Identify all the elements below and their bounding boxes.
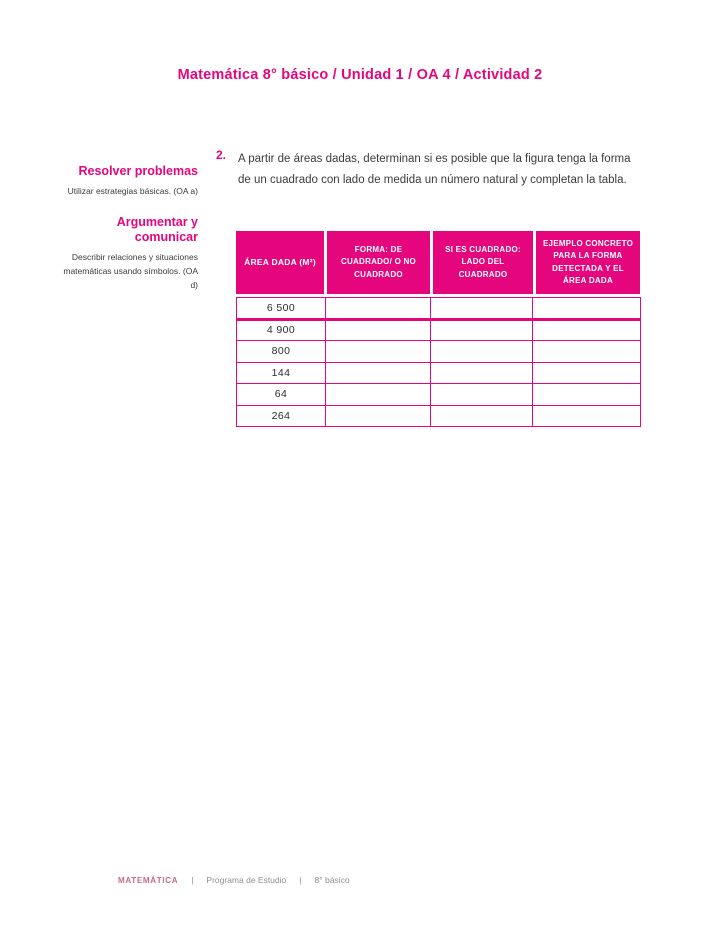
empty-answer-cell [533,319,641,341]
empty-answer-cell [533,341,641,363]
sidebar-heading: Argumentar y comunicar [116,215,198,245]
empty-answer-cell [431,298,533,320]
empty-answer-cell [533,298,641,320]
footer-separator: | [191,875,194,885]
empty-answer-cell [326,405,431,427]
table-header-lado-cuadrado: SI ES CUADRADO: LADO DEL CUADRADO [433,231,533,294]
empty-answer-cell [533,405,641,427]
sidebar-description: Utilizar estrategias básicas. (OA a) [67,186,198,196]
empty-answer-cell [431,384,533,406]
footer-program-label: Programa de Estudio [206,875,287,885]
table-header-forma: FORMA: DE CUADRADO/ O NO CUADRADO [327,231,430,294]
activity-table [236,231,640,427]
empty-answer-cell [431,341,533,363]
area-value-cell: 6 500 [237,298,326,320]
empty-answer-cell [431,319,533,341]
empty-answer-cell [533,362,641,384]
empty-answer-cell [326,362,431,384]
table-header-area-dada: ÁREA DADA (M²) [236,231,324,294]
table-row [237,298,641,320]
sidebar-description: Describir relaciones y situaciones matemáticas usando símbolos. (OA d) [63,252,198,291]
empty-answer-cell [326,341,431,363]
empty-answer-cell [326,319,431,341]
empty-answer-cell [431,362,533,384]
area-value-cell: 4 900 [237,319,326,341]
table-row [237,341,641,363]
activity-instruction-text: A partir de áreas dadas, determinan si es posible que la figura tenga la forma de un cuadrado con lado de medida un número natural y completan la tabla. [238,153,631,186]
table-row [237,405,641,427]
activity-item-number: 2. [216,148,227,162]
area-value-cell: 144 [237,362,326,384]
area-value-cell: 64 [237,384,326,406]
table-row [237,362,641,384]
table-header-row [236,231,640,294]
empty-answer-cell [326,384,431,406]
table-header-ejemplo: EJEMPLO CONCRETO PARA LA FORMA DETECTADA Y EL ÁREA DADA [536,231,640,294]
area-value-cell: 264 [237,405,326,427]
footer-subject-label: MATEMÁTICA [118,876,179,885]
page-footer [118,875,350,885]
footer-grade-label: 8° básico [314,875,350,885]
footer-separator: | [299,875,302,885]
table-row [237,319,641,341]
empty-answer-cell [326,298,431,320]
area-value-cell: 800 [237,341,326,363]
page-title: Matemática 8° básico / Unidad 1 / OA 4 / Actividad 2 [177,67,543,83]
margin-sidebar [58,164,198,309]
sidebar-heading: Resolver problemas [78,164,198,178]
sidebar-section-resolver-problemas [58,164,198,198]
table-body [236,297,641,427]
empty-answer-cell [431,405,533,427]
empty-answer-cell [533,384,641,406]
table-row [237,384,641,406]
sidebar-section-argumentar-comunicar [58,215,198,292]
